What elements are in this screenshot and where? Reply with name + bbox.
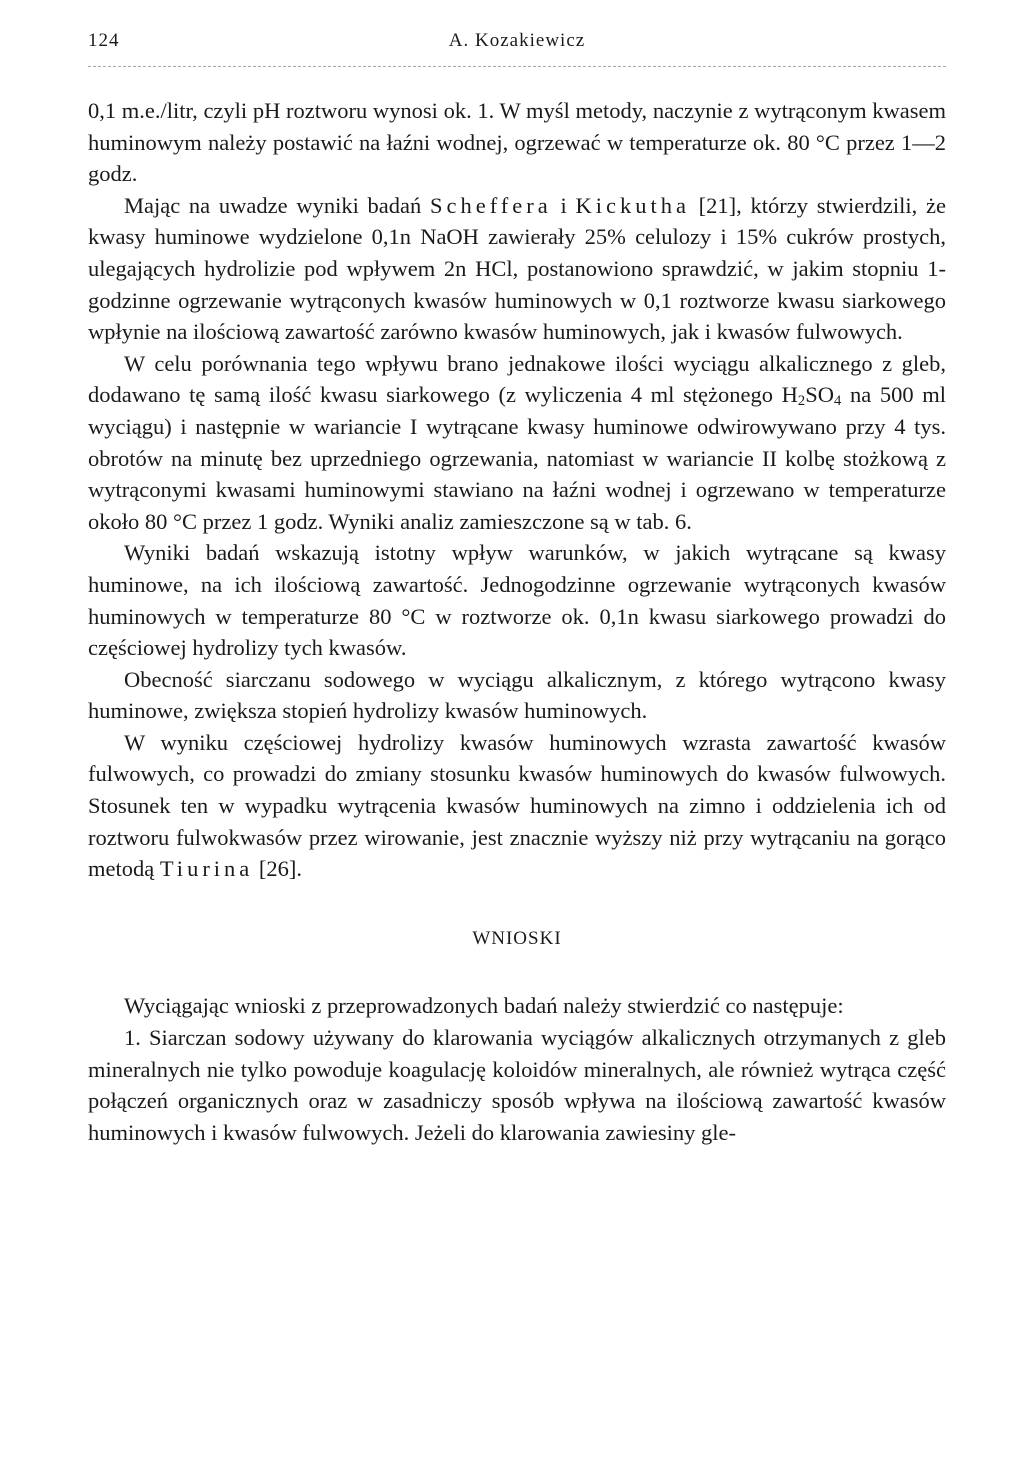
text-run: Obecność siarczanu sodowego w wyciągu alkalicznym, z którego wytrącono kwasy huminowe, zwiększa stopień hydrolizy kwasów huminowych.: [88, 666, 946, 724]
paragraph: [88, 537, 946, 663]
paragraph: [88, 990, 946, 1022]
paragraph: [88, 95, 946, 190]
author-name: Kickutha: [575, 192, 690, 218]
running-head-author: A. Kozakiewicz: [448, 30, 586, 51]
page-number: 124: [88, 30, 120, 51]
text-run: na 500 ml wyciągu) i następnie w wariancie I wytrącane kwasy huminowe odwirowywano przy 4 tys. obrotów na minutę bez uprzedniego ogrzewania, natomiast w wariancie II kolbę stożkową z wytrąconymi kwasami huminowymi stawiano na łaźni wodnej i ogrzewano w temperaturze około 80 °C przez 1 godz. Wyniki analiz zamieszczone są w tab. 6.: [88, 382, 946, 534]
text-run: i: [551, 192, 576, 218]
text-run: 1. Siarczan sodowy używany do klarowania wyciągów alkalicznych otrzymanych z gleb mineralnych nie tylko powoduje koagulację koloidów mineralnych, ale również wytrąca część połączeń organicznych oraz w zasadniczy sposób wpływa na ilościową zawartość kwasów huminowych i kwasów fulwowych. Jeżeli do klarowania zawiesiny gle-: [88, 1025, 946, 1145]
paragraph: [88, 1022, 946, 1148]
author-name: Tiurina: [159, 856, 254, 882]
paragraph: [88, 190, 946, 348]
text-run: W celu porównania tego wpływu brano jednakowe ilości wyciągu alkalicznego z gleb, dodawano tę samą ilość kwasu siarkowego (z wyliczenia 4 ml stężonego H: [88, 350, 946, 408]
paragraph: [88, 664, 946, 727]
author-name: Scheffera: [429, 192, 552, 218]
text-run: [26].: [253, 856, 303, 882]
text-run: [21], którzy stwierdzili, że kwasy huminowe wydzielone 0,1n NaOH zawierały 25% celulozy i 15% cukrów prostych, ulegających hydrolizie pod wpływem 2n HCl, postanowiono sprawdzić, w jakim stopniu 1-godzinne ogrzewanie wytrąconych kwasów huminowych w 0,1 roztworze kwasu siarkowego wpłynie na ilościową zawartość zarówno kwasów huminowych, jak i kwasów fulwowych.: [88, 192, 946, 345]
running-head: [88, 30, 946, 60]
text-run: 0,1 m.e./litr, czyli pH roztworu wynosi ok. 1. W myśl metody, naczynie z wytrąconym kwasem huminowym należy postawić na łaźni wodnej, ogrzewać w temperaturze ok. 80 °C przez 1—2 godz.: [88, 98, 946, 187]
subscript: 2: [797, 393, 806, 410]
paragraph: [88, 727, 946, 885]
subscript: 4: [834, 393, 842, 410]
text-run: W wyniku częściowej hydrolizy kwasów huminowych wzrasta zawartość kwasów fulwowych, co prowadzi do zmiany stosunku kwasów huminowych do kwasów fulwowych. Stosunek ten w wypadku wytrącenia kwasów huminowych na zimno i oddzielenia ich od roztworu fulwokwasów przez wirowanie, jest znacznie wyższy niż przy wytrącaniu na gorąco metodą: [88, 729, 946, 882]
header-rule: [88, 66, 946, 67]
text-run: SO: [805, 382, 834, 408]
body-text: [88, 95, 946, 1148]
paragraph: [88, 348, 946, 538]
section-heading: WNIOSKI: [472, 927, 562, 949]
document-page: [88, 30, 946, 1148]
text-run: Mając na uwadze wyniki badań: [124, 192, 430, 218]
text-run: Wyniki badań wskazują istotny wpływ warunków, w jakich wytrącane są kwasy huminowe, na ich ilościową zawartość. Jednogodzinne ogrzewanie wytrąconych kwasów huminowych w temperaturze 80 °C w roztworze ok. 0,1n kwasu siarkowego prowadzi do częściowej hydrolizy tych kwasów.: [88, 540, 946, 661]
text-run: Wyciągając wnioski z przeprowadzonych badań należy stwierdzić co następuje:: [124, 993, 844, 1019]
